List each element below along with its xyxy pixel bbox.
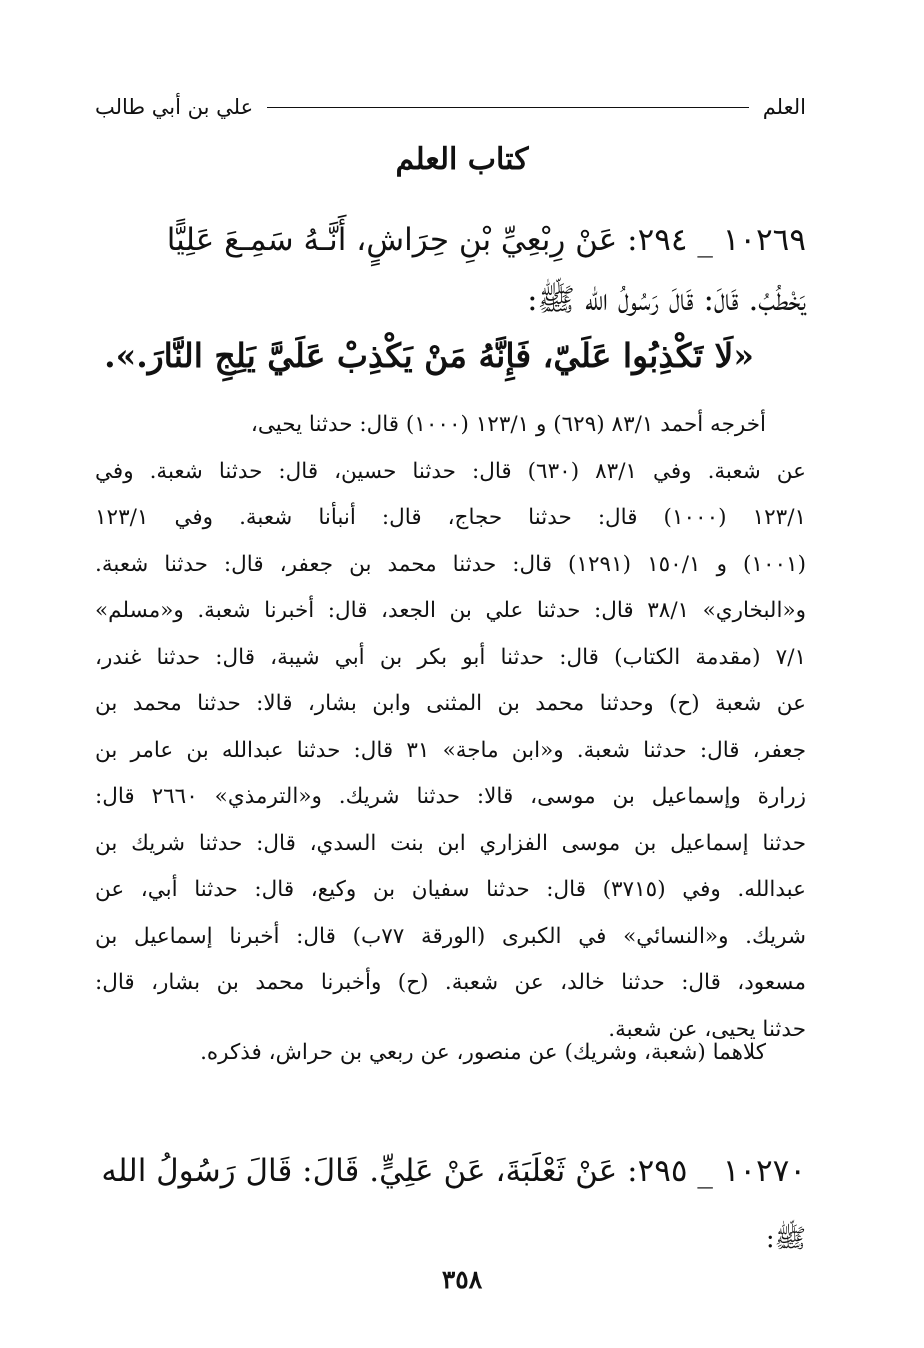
hadith-10269-matn: «لَا تَكْذِبُوا عَلَيّ، فَإِنَّهُ مَنْ يَكْذِبْ عَلَيَّ يَلِجِ النَّارَ.». (104, 336, 754, 375)
takhrij-line: شريك. و«النسائي» في الكبرى (الورقة ٧٧ب) قال: أخبرنا إسماعيل بن (95, 923, 806, 949)
takhrij-line: زرارة وإسماعيل بن موسى، قالا: حدثنا شريك. و«الترمذي» ٢٦٦٠ قال: (95, 784, 806, 809)
running-header (95, 90, 806, 124)
takhrij-line: ١٢٣/١ (١٠٠٠) قال: حدثنا حجاج، قال: أنبأنا شعبة. وفي ١٢٣/١ (95, 505, 806, 530)
header-section-title: العلم (762, 95, 806, 119)
takhrij-line: (١٠٠١) و ١٥٠/١ (١٢٩١) قال: حدثنا محمد بن جعفر، قال: حدثنا شعبة. (95, 551, 806, 577)
hadith-10270-line-1: ١٠٢٧٠ _ ٢٩٥: عَنْ ثَعْلَبَةَ، عَنْ عَلِيٍّ. قَالَ: قَالَ رَسُولُ الله (101, 1153, 806, 1189)
takhrij-line: جعفر، قال: حدثنا شعبة. و«ابن ماجة» ٣١ قال: حدثنا عبدالله بن عامر بن (95, 737, 806, 763)
takhrij-summary: كلاهما (شعبة، وشريك) عن منصور، عن ربعي بن حراش، فذكره. (200, 1040, 766, 1065)
takhrij-line: حدثنا يحيى، عن شعبة. (608, 1016, 806, 1042)
header-rule (267, 107, 749, 108)
takhrij-line: و«البخاري» ٣٨/١ قال: حدثنا علي بن الجعد، قال: أخبرنا شعبة. و«مسلم» (95, 598, 806, 623)
page-number: ٣٥٨ (441, 1265, 483, 1294)
takhrij-paragraph (95, 402, 806, 1053)
hadith-10269-line-2: يَخْطُبُ. قَالَ: قَالَ رَسُولُ الله ﷺ: (527, 282, 806, 318)
book-title: كتاب العلم (395, 142, 529, 177)
takhrij-line: عن شعبة (ح) وحدثنا محمد بن المثنى وابن بشار، قالا: حدثنا محمد بن (95, 691, 806, 716)
takhrij-line: عبدالله. وفي (٣٧١٥) قال: حدثنا سفيان بن وكيع، قال: حدثنا أبي، عن (95, 877, 806, 902)
takhrij-line: حدثنا إسماعيل بن موسى الفزاري ابن بنت السدي، قال: حدثنا شريك بن (95, 830, 806, 856)
takhrij-line: عن شعبة. وفي ٨٣/١ (٦٣٠) قال: حدثنا حسين، قال: حدثنا شعبة. وفي (95, 458, 806, 484)
hadith-10269-line-1: ١٠٢٦٩ _ ٢٩٤: عَنْ رِبْعِيِّ بْنِ حِرَاشٍ، أَنَّـهُ سَمِـعَ عَلِيًّا (166, 222, 806, 258)
header-author: علي بن أبي طالب (95, 95, 254, 119)
takhrij-line: ٧/١ (مقدمة الكتاب) قال: حدثنا أبو بكر بن أبي شيبة، قال: حدثنا غندر، (95, 644, 806, 670)
takhrij-line: أخرجه أحمد ٨٣/١ (٦٢٩) و ١٢٣/١ (١٠٠٠) قال: حدثنا يحيى، (250, 412, 766, 437)
takhrij-line: مسعود، قال: حدثنا خالد، عن شعبة. (ح) وأخبرنا محمد بن بشار، قال: (95, 970, 806, 995)
hadith-10270-line-2: ﷺ: (765, 1224, 806, 1254)
